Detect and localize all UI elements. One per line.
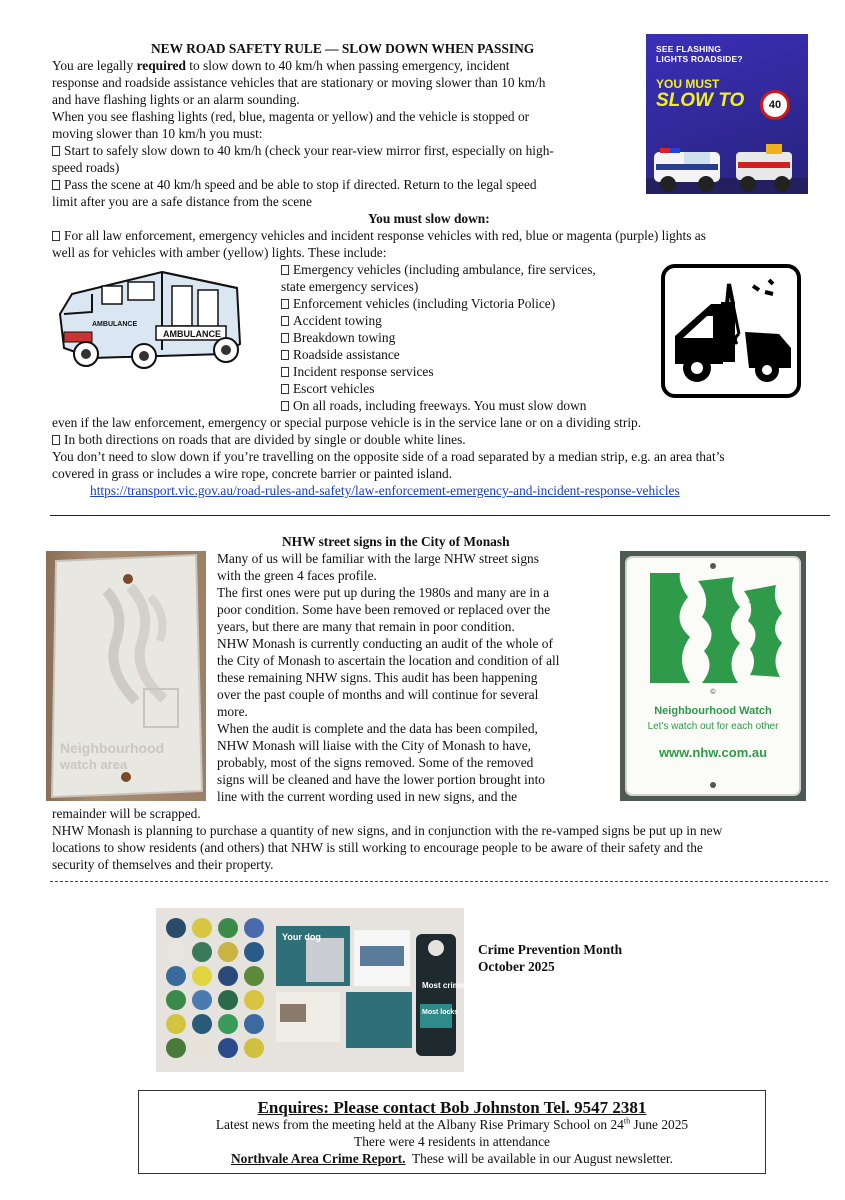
nhw-plan-line-2: locations to show residents (and others) that NHW is still working to encourage people to be aware of their safety and the [52,840,703,855]
bullet-icon [281,265,289,275]
ambulance-side-label: AMBULANCE [92,321,138,328]
door-hanger-text: Most locks [422,1009,459,1016]
list-item: Roadside assistance [281,347,400,364]
intro-line-3: and have flashing lights or an alarm sounding. [52,92,300,107]
nhw-text-line: NHW Monash is currently conducting an audit of the whole of [217,636,553,651]
no-slow-line-1: You don’t need to slow down if you’re travelling on the opposite side of a road separated by a median strip, e.g. an area that’s [52,449,725,464]
nhw-text-line: these remaining NHW signs. This audit has been happening [217,670,538,685]
nhw-text-line: The first ones were put up during the 1980s and many are in a [217,585,550,600]
intro-line-2: response and roadside assistance vehicles that are stationary or moving slower than 10 km/h [52,75,546,90]
for-all-line-1: For all law enforcement, emergency vehicles and incident response vehicles with red, blue or magenta (purple) lights as [52,228,706,245]
old-sign-text-1: Neighbourhood [60,740,165,756]
bullet-icon [281,333,289,343]
bullet-icon [281,350,289,360]
transport-link[interactable] [90,483,680,500]
attendance-line: There were 4 residents in attendance [354,1134,550,1149]
nhw-text-line: with the green 4 faces profile. [217,568,377,583]
for-all-line-2: well as for vehicles with amber (yellow) lights. These include: [52,245,387,260]
nhw-text-line: When the audit is complete and the data has been compiled, [217,721,538,736]
bullet-icon [52,231,60,241]
list-item: Accident towing [281,313,382,330]
enquiry-box [138,1090,766,1174]
slow-to-40-promo-image [646,34,808,194]
bullet-icon [281,367,289,377]
nhw-title: NHW street signs in the City of Monash [282,534,510,549]
meeting-news-line: Latest news from the meeting held at the Albany Rise Primary School on 24th June 2025 [215,1116,689,1132]
nhw-text-line: remainder will be scrapped. [52,806,201,821]
slow-down-heading: You must slow down: [368,211,490,226]
intro-line-4: When you see flashing lights (red, blue, magenta or yellow) and the vehicle is stopped or [52,109,530,124]
new-sign-title: Neighbourhood Watch [654,705,772,717]
nhw-text-line: the City of Monash to ascertain the location and condition of all [217,653,560,668]
crime-report-label: Northvale Area Crime Report. [230,1151,406,1166]
bullet-icon [281,401,289,411]
nhw-text-line: poor condition. Some have been removed or replaced over the [217,602,551,617]
section-divider [50,515,830,516]
promo-line: SLOW TO [656,90,745,111]
no-slow-line-2: covered in grass or includes a wire rope, concrete barrier or painted island. [52,466,453,481]
road-safety-title: NEW ROAD SAFETY RULE — SLOW DOWN WHEN PASSING [151,41,535,56]
both-directions-line: In both directions on roads that are divided by single or double white lines. [52,432,466,449]
ambulance-rear-label: AMBULANCE [163,329,221,339]
crime-month-title: Crime Prevention Month [478,942,623,957]
nhw-text-line: more. [217,704,248,719]
bullet-icon [52,146,60,156]
bullet-icon [281,384,289,394]
promo-line: SEE FLASHING LIGHTS ROADSIDE? [656,44,743,64]
speed-sign-icon: 40 [760,90,790,120]
promo-line: YOU MUST [656,77,720,91]
new-nhw-sign-photo [620,551,806,801]
list-item: Incident response services [281,364,434,381]
svg-text:©: © [710,689,716,696]
bullet-icon [281,299,289,309]
nhw-text-line: years, but there are many that remain in poor condition. [217,619,515,634]
nhw-text-line: probably, most of the signs removed. Some of the removed [217,755,534,770]
new-sign-tagline: Let's watch out for each other [647,721,779,732]
nhw-plan-line-1: NHW Monash is planning to purchase a quantity of new signs, and in conjunction with the re-vamped signs be put up in new [52,823,723,838]
list-item: Emergency vehicles (including ambulance, fire services, [281,262,596,279]
new-sign-url: www.nhw.com.au [658,745,768,760]
nhw-text-line: over the past couple of months and will continue for several [217,687,539,702]
old-sign-text-2: watch area [60,757,128,772]
list-item: On all roads, including freeways. You must slow down [281,398,586,415]
list-item-cont: state emergency services) [281,279,419,294]
must-item-2-cont: limit after you are a safe distance from the scene [52,194,312,209]
dashed-divider [50,881,828,882]
bullet-icon [52,180,60,190]
crime-prevention-collage-photo [156,908,469,1072]
intro-line-5: moving slower than 10 km/h you must: [52,126,263,141]
crime-month-date: October 2025 [478,959,555,974]
enquiry-heading: Enquires: Please contact Bob Johnston Tel. 9547 2381 [257,1098,647,1117]
nhw-text-line: signs will be cleaned and have the lower portion brought into [217,772,545,787]
old-nhw-sign-photo [46,551,206,801]
door-hanger-text: Most crimes [422,981,469,990]
must-item-1-cont: speed roads) [52,160,120,175]
ambulance-drawing [52,262,252,374]
must-item-2: Pass the scene at 40 km/h speed and be able to stop if directed. Return to the legal speed [52,177,537,194]
list-item: Enforcement vehicles (including Victoria Police) [281,296,555,313]
even-if-line: even if the law enforcement, emergency or special purpose vehicle is in the service lane or on a dividing strip. [52,415,642,430]
nhw-text-line: NHW Monash will liaise with the City of Monash to have, [217,738,532,753]
bullet-icon [52,435,60,445]
transport-link-anchor[interactable]: https://transport.vic.gov.au/road-rules-and-safety/law-enforcement-emergency-and-incident-response-vehicles [90,483,680,498]
poster-text: Your dog [282,932,321,942]
intro-line-1: You are legally required to slow down to 40 km/h when passing emergency, incident [52,58,510,73]
tow-truck-icon [661,264,801,398]
tow-truck-scene-icon [646,122,808,194]
bullet-icon [281,316,289,326]
nhw-plan-line-3: security of themselves and their property. [52,857,274,872]
must-item-1: Start to safely slow down to 40 km/h (check your rear-view mirror first, especially on high- [52,143,554,160]
nhw-text-line: Many of us will be familiar with the large NHW street signs [217,551,539,566]
nhw-text-line: line with the current wording used in new signs, and the [217,789,518,804]
list-item: Escort vehicles [281,381,374,398]
list-item: Breakdown towing [281,330,395,347]
crime-report-line: Northvale Area Crime Report. These will be available in our August newsletter. [230,1151,674,1166]
